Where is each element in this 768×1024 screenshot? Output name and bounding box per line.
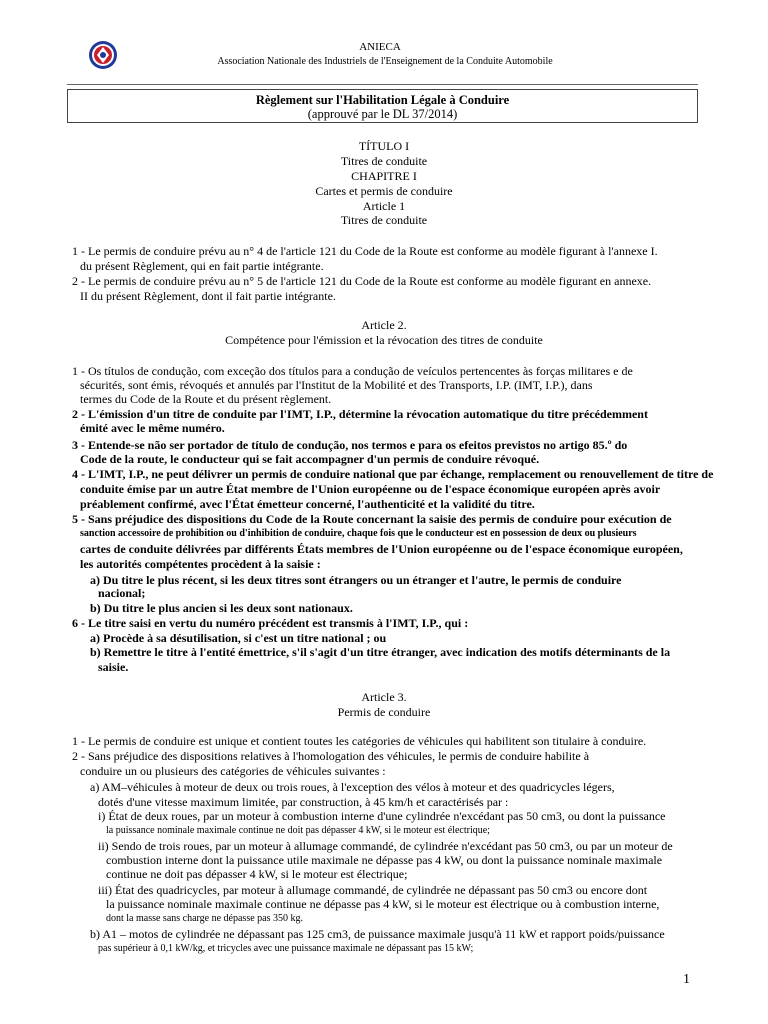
anieca-emblem-icon	[88, 40, 118, 70]
art3-sub-i-line2: la puissance nominale maximale continue ne doit pas dépasser 4 kW, si le moteur est électrique;	[106, 825, 490, 836]
art3-para2-line2: conduire un ou plusieurs des catégories de véhicules suivantes :	[80, 764, 386, 778]
art2-para5-line4: les autorités compétentes procèdent à la saisie :	[80, 557, 321, 571]
art2-para5-line2: sanction accessoire de prohibition ou d'inhibition de conduire, chaque fois que le conducteur est en possession de deux ou plusieurs	[80, 528, 637, 539]
art3-sub-ii-line3: continue ne doit pas dépasser 4 kW, si le moteur est électrique;	[106, 867, 408, 881]
article2-name: Compétence pour l'émission et la révocation des titres de conduite	[225, 333, 543, 347]
art2-para5-line3: cartes de conduite délivrées par différents États membres de l'Union européenne ou de l'espace économique européen,	[80, 542, 683, 556]
art2-para5-item-a-line2: nacional;	[98, 586, 146, 600]
art2-para6-item-b-line2: saisie.	[98, 660, 129, 674]
document-subtitle: (approuvé par le DL 37/2014)	[307, 107, 458, 121]
org-name: ANIECA	[359, 41, 401, 53]
art2-para6: 6 - Le titre saisi en vertu du numéro précédent est transmis à l'IMT, I.P., qui :	[72, 616, 469, 630]
org-fullname: Association Nationale des Industriels de l'Enseignement de la Conduite Automobile	[217, 56, 553, 67]
art2-para1-line2: sécurités, sont émis, révoqués et annulés par l'Institut de la Mobilité et des Transports, I.P. (IMT, I.P.), dans	[80, 378, 593, 392]
article1-heading: Article 1	[362, 199, 406, 213]
art2-para6-item-a: a) Procède à sa désutilisation, si c'est un titre national ; ou	[90, 631, 387, 645]
art3-sub-ii-line1: ii) Sendo de trois roues, par un moteur à allumage commandé, de cylindrée n'excédant pas 50 cm3, ou par un moteur de	[98, 839, 673, 853]
art2-para4-line1: 4 - L'IMT, I.P., ne peut délivrer un permis de conduire national que par échange, remplacement ou renouvellement de titre de	[72, 467, 714, 481]
art2-para4-line3: préablement confirmé, avec l'État émetteur concerné, l'authenticité et la validité du titre.	[80, 497, 535, 511]
art3-item-a-line1: a) AM–véhicules à moteur de deux ou trois roues, à l'exception des vélos à moteur et des quadricycles légers,	[90, 780, 615, 794]
art3-item-b-line1: b) A1 – motos de cylindrée ne dépassant pas 125 cm3, de puissance maximale jusqu'à 11 kW et rapport poids/puissance	[90, 927, 665, 941]
article2-heading: Article 2.	[361, 318, 407, 332]
art2-para5-item-a-line1: a) Du titre le plus récent, si les deux titres sont étrangers ou un étranger et l'autre, le permis de conduire	[90, 573, 622, 587]
chapitre-name: Cartes et permis de conduire	[315, 184, 453, 198]
art3-para2-line1: 2 - Sans préjudice des dispositions relatives à l'homologation des véhicules, le permis de conduire habilite à	[72, 749, 590, 763]
art1-para2-line2: II du présent Règlement, dont il fait partie intégrante.	[80, 289, 336, 303]
document-title: Règlement sur l'Habilitation Légale à Conduire	[255, 93, 510, 107]
art1-para1-line2: du présent Règlement, qui en fait partie intégrante.	[80, 259, 324, 273]
art2-para4-line2: conduite émise par un autre État membre de l'Union européenne ou de l'espace économique européen après avoir	[80, 482, 661, 496]
article3-heading: Article 3.	[361, 690, 407, 704]
art2-para1-line1: 1 - Os títulos de condução, com exceção dos títulos para a condução de veículos pertencentes às forças militares e de	[72, 364, 633, 378]
art2-para3-line2: Code de la route, le conducteur qui se fait accompagner d'un permis de conduire révoqué.	[80, 452, 540, 466]
art3-sub-i-line1: i) État de deux roues, par un moteur à combustion interne d'une cylindrée n'excédant pas 50 cm3, ou dont la puissance	[98, 809, 666, 823]
titulo-name: Titres de conduite	[340, 154, 428, 168]
art2-para2-line1: 2 - L'émission d'un titre de conduite par l'IMT, I.P., détermine la révocation automatique du titre précédemment	[72, 407, 648, 421]
art3-sub-iii-line1: iii) État des quadricycles, par moteur à allumage commandé, de cylindrée ne dépassant pas 50 cm3 ou encore dont	[98, 883, 648, 897]
art3-item-a-line2: dotés d'une vitesse maximum limitée, par construction, à 45 km/h et caractérisés par :	[98, 795, 509, 809]
art2-para6-item-b-line1: b) Remettre le titre à l'entité émettrice, s'il s'agit d'un titre étranger, avec indication des motifs déterminants de la	[90, 645, 671, 659]
title-box	[67, 89, 698, 123]
art2-para5-item-b: b) Du titre le plus ancien si les deux sont nationaux.	[90, 601, 353, 615]
art3-para1: 1 - Le permis de conduire est unique et contient toutes les catégories de véhicules qui habilitent son titulaire à conduire.	[72, 734, 647, 748]
art2-para2-line2: émité avec le même numéro.	[80, 421, 225, 435]
art3-item-b-line2: pas supérieur à 0,1 kW/kg, et tricycles avec une puissance maximale ne dépassant pas 15 kW;	[98, 943, 474, 954]
titulo-heading: TÍTULO I	[358, 139, 410, 153]
article3-name: Permis de conduire	[337, 705, 431, 719]
art2-para3-line1: 3 - Entende-se não ser portador de título de condução, nos termos e para os efeitos previstos no artigo 85.º do	[72, 438, 628, 452]
art2-para1-line3: termes du Code de la Route et du présent règlement.	[80, 392, 332, 406]
article1-name: Titres de conduite	[340, 213, 428, 227]
art3-sub-ii-line2: combustion interne dont la puissance utile maximale ne dépasse pas 4 kW, ou dont la puissance nominale maximale	[106, 853, 663, 867]
art2-para5-line1: 5 - Sans préjudice des dispositions du Code de la Route concernant la saisie des permis de conduire pour exécution de	[72, 512, 672, 526]
header-divider	[67, 84, 698, 85]
art1-para1-line1: 1 - Le permis de conduire prévu au n° 4 de l'article 121 du Code de la Route est conforme au modèle figurant à l'annexe I.	[72, 244, 658, 258]
page-number: 1	[683, 972, 690, 987]
art3-sub-iii-line3: dont la masse sans charge ne dépasse pas 350 kg.	[106, 913, 303, 924]
chapitre-heading: CHAPITRE I	[351, 169, 417, 183]
art3-sub-iii-line2: la puissance nominale maximale continue ne dépasse pas 4 kW, si le moteur est électrique ou à combustion interne,	[106, 897, 660, 911]
art1-para2-line1: 2 - Le permis de conduire prévu au n° 5 de l'article 121 du Code de la Route est conforme au modèle figurant en annexe.	[72, 274, 652, 288]
